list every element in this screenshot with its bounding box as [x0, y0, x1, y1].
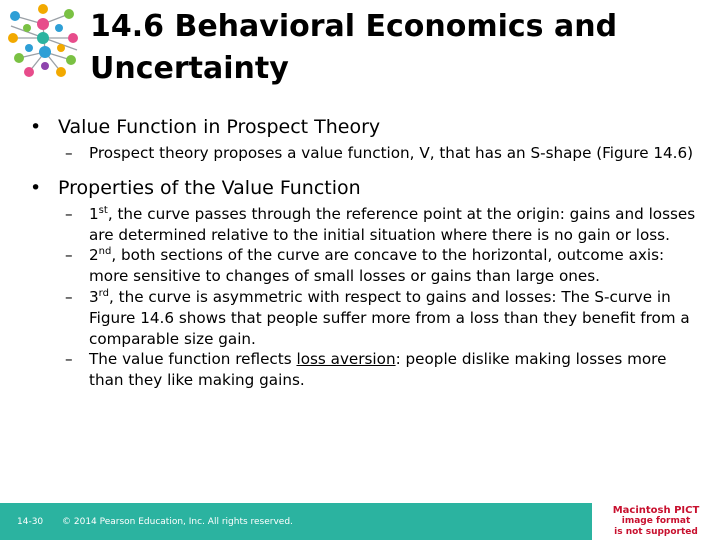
- bullet-dot: •: [30, 176, 42, 199]
- sub-bullet-text: Prospect theory proposes a value function, V, that has an S-shape (Figure 14.6): [89, 144, 694, 162]
- copyright-notice: © 2014 Pearson Education, Inc. All rights reserved.: [62, 517, 293, 527]
- bullet-dash: –: [65, 204, 73, 223]
- pict-notice-line1: Macintosh PICT: [612, 505, 700, 516]
- sub-bullet-property-3: [30, 287, 700, 349]
- property-text: , the curve passes through the reference point at the origin: gains and losses are determined relative to the initial situation where there is no gain or loss.: [89, 204, 696, 244]
- slide-title: [90, 6, 710, 90]
- property-text: , the curve is asymmetric with respect to gains and losses: The S-curve in Figure 14.6 shows that people suffer more from a loss than they benefit from a comparable size gain.: [89, 287, 690, 348]
- ordinal-suffix: rd: [98, 287, 109, 299]
- bullet-text: Value Function in Prospect Theory: [58, 116, 381, 138]
- slide-content: [30, 113, 700, 391]
- bullet-dash: –: [65, 246, 73, 265]
- molecule-logo: [3, 2, 85, 78]
- slide-title-line2: Uncertainty: [90, 51, 289, 86]
- sub-bullet-property-1: [30, 204, 700, 246]
- ordinal-number: 1: [89, 204, 99, 223]
- sub-bullet-property-2: [30, 245, 700, 287]
- page-number: 14-30: [17, 517, 44, 527]
- slide-title-line1: 14.6 Behavioral Economics and: [90, 9, 618, 44]
- bullet-dot: •: [30, 116, 42, 138]
- bullet-dash: –: [65, 350, 73, 369]
- bullet-value-function: [30, 113, 700, 141]
- ordinal-suffix: nd: [98, 246, 112, 258]
- sub-bullet-loss-aversion: [30, 349, 700, 391]
- unsupported-image-placeholder: [592, 503, 720, 540]
- property-text-post: : people dislike making losses more than they like making gains.: [89, 350, 667, 390]
- bullet-dash: –: [65, 144, 73, 162]
- pict-notice-line3: is not supported: [614, 527, 698, 537]
- footer-bar: [0, 503, 592, 540]
- sub-bullet-prospect-theory: [30, 143, 700, 164]
- pict-notice-line2: image format: [621, 516, 691, 526]
- ordinal-number: 2: [89, 246, 99, 265]
- ordinal-number: 3: [89, 287, 99, 306]
- property-text: , both sections of the curve are concave to the horizontal, outcome axis: more sensitive to changes of small losses or gains than large ones.: [89, 246, 665, 286]
- ordinal-suffix: st: [98, 204, 108, 216]
- property-text-pre: The value function reflects: [89, 350, 297, 369]
- bullet-properties: [30, 174, 700, 202]
- loss-aversion-term: loss aversion: [296, 350, 396, 369]
- bullet-dash: –: [65, 287, 73, 306]
- bullet-text: Properties of the Value Function: [58, 176, 361, 199]
